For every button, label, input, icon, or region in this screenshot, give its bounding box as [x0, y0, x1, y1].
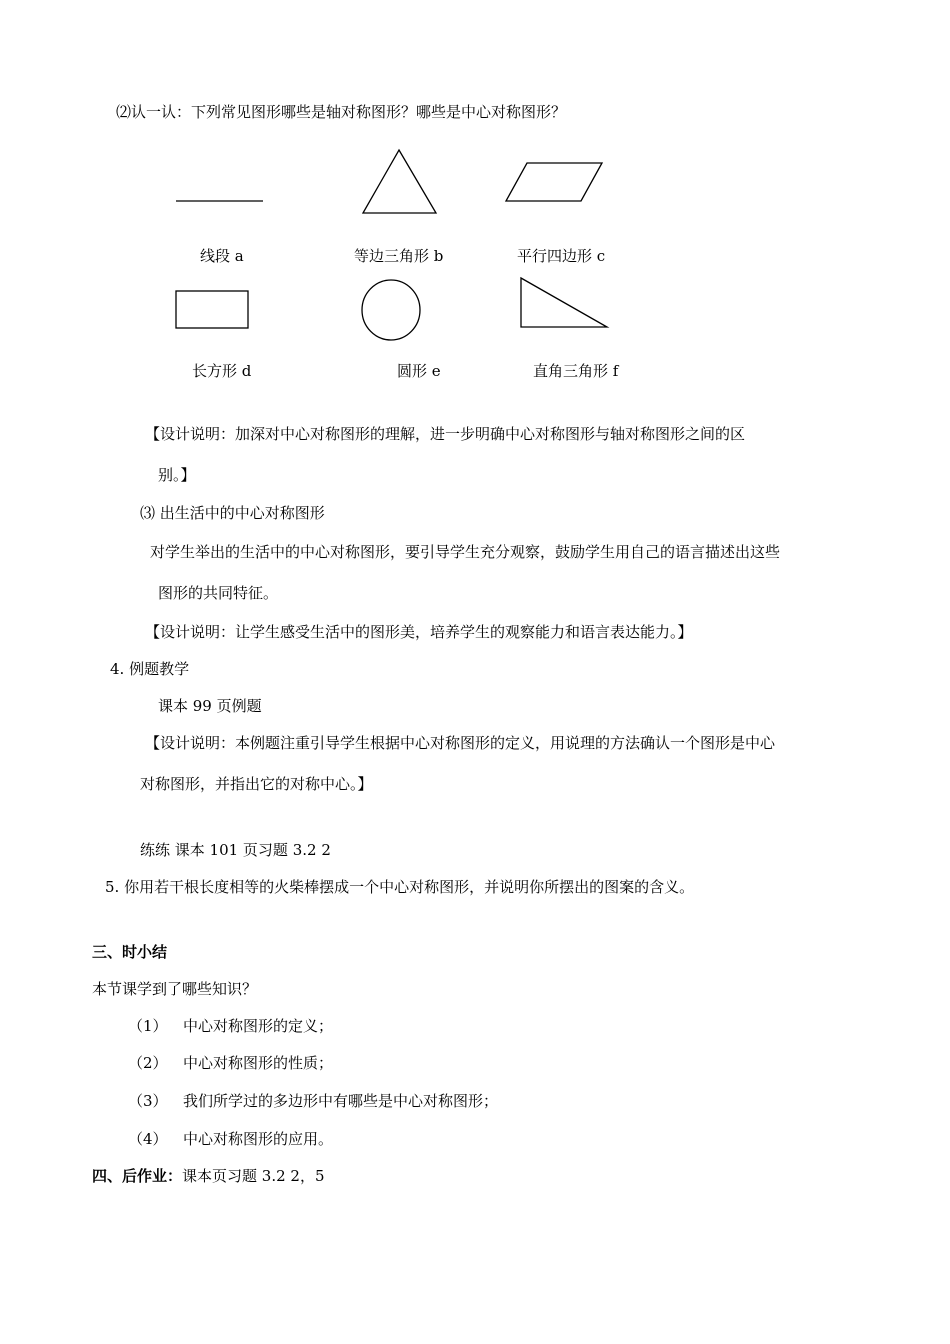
equilateral-triangle-shape: [361, 149, 439, 215]
question-3-body-line2: 图形的共同特征。: [158, 584, 279, 602]
label-equilateral-triangle: 等边三角形 b: [354, 247, 444, 265]
summary-question: 本节课学到了哪些知识？: [92, 980, 258, 998]
label-right-triangle: 直角三角形 f: [533, 362, 619, 380]
homework-line: [92, 1166, 325, 1186]
rectangle-shape: [175, 290, 251, 330]
question-3-body-line1: 对学生举出的生活中的中心对称图形，要引导学生充分观察，鼓励学生用自己的语言描述出这些: [150, 543, 781, 561]
summary-item-4: 中心对称图形的应用。: [183, 1130, 334, 1148]
summary-item-3-number: （3）: [128, 1092, 168, 1110]
summary-item-2-number: （2）: [128, 1054, 168, 1072]
label-parallelogram: 平行四边形 c: [517, 247, 606, 265]
design-note-2: 【设计说明：让学生感受生活中的图形美，培养学生的观察能力和语言表达能力。】: [145, 623, 693, 641]
practice-line: 练练 课本 101 页习题 3.2 2: [140, 841, 331, 859]
design-note-1-line1: 【设计说明：加深对中心对称图形的理解，进一步明确中心对称图形与轴对称图形之间的区: [145, 425, 746, 443]
label-segment: 线段 a: [200, 247, 244, 265]
summary-item-3: 我们所学过的多边形中有哪些是中心对称图形；: [183, 1092, 499, 1110]
summary-item-1: 中心对称图形的定义；: [183, 1017, 334, 1035]
right-triangle-shape: [519, 276, 611, 330]
summary-item-4-number: （4）: [128, 1130, 168, 1148]
label-circle: 圆形 e: [397, 362, 441, 380]
label-rectangle: 长方形 d: [192, 362, 252, 380]
circle-shape: [361, 279, 423, 343]
summary-item-1-number: （1）: [128, 1017, 168, 1035]
homework-body: 课本页习题 3.2 2，5: [182, 1167, 325, 1185]
section-4-body: 课本 99 页例题: [158, 697, 262, 715]
section-5: 5. 你用若干根长度相等的火柴棒摆成一个中心对称图形，并说明你所摆出的图案的含义。: [105, 878, 695, 896]
question-3: ⑶ 出生活中的中心对称图形: [140, 504, 325, 522]
summary-item-2: 中心对称图形的性质；: [183, 1054, 334, 1072]
line-segment-shape: [176, 198, 266, 206]
design-note-3-line2: 对称图形，并指出它的对称中心。】: [140, 775, 373, 793]
design-note-1-line2: 别。】: [158, 466, 196, 484]
design-note-3-line1: 【设计说明：本例题注重引导学生根据中心对称图形的定义，用说理的方法确认一个图形是中心: [145, 734, 776, 752]
summary-heading: 三、时小结: [92, 943, 168, 961]
parallelogram-shape: [505, 162, 605, 204]
section-4-title: 4. 例题教学: [110, 660, 190, 678]
question-2: ⑵认一认：下列常见图形哪些是轴对称图形？哪些是中心对称图形？: [116, 103, 567, 121]
homework-heading: 四、后作业：: [92, 1167, 183, 1185]
